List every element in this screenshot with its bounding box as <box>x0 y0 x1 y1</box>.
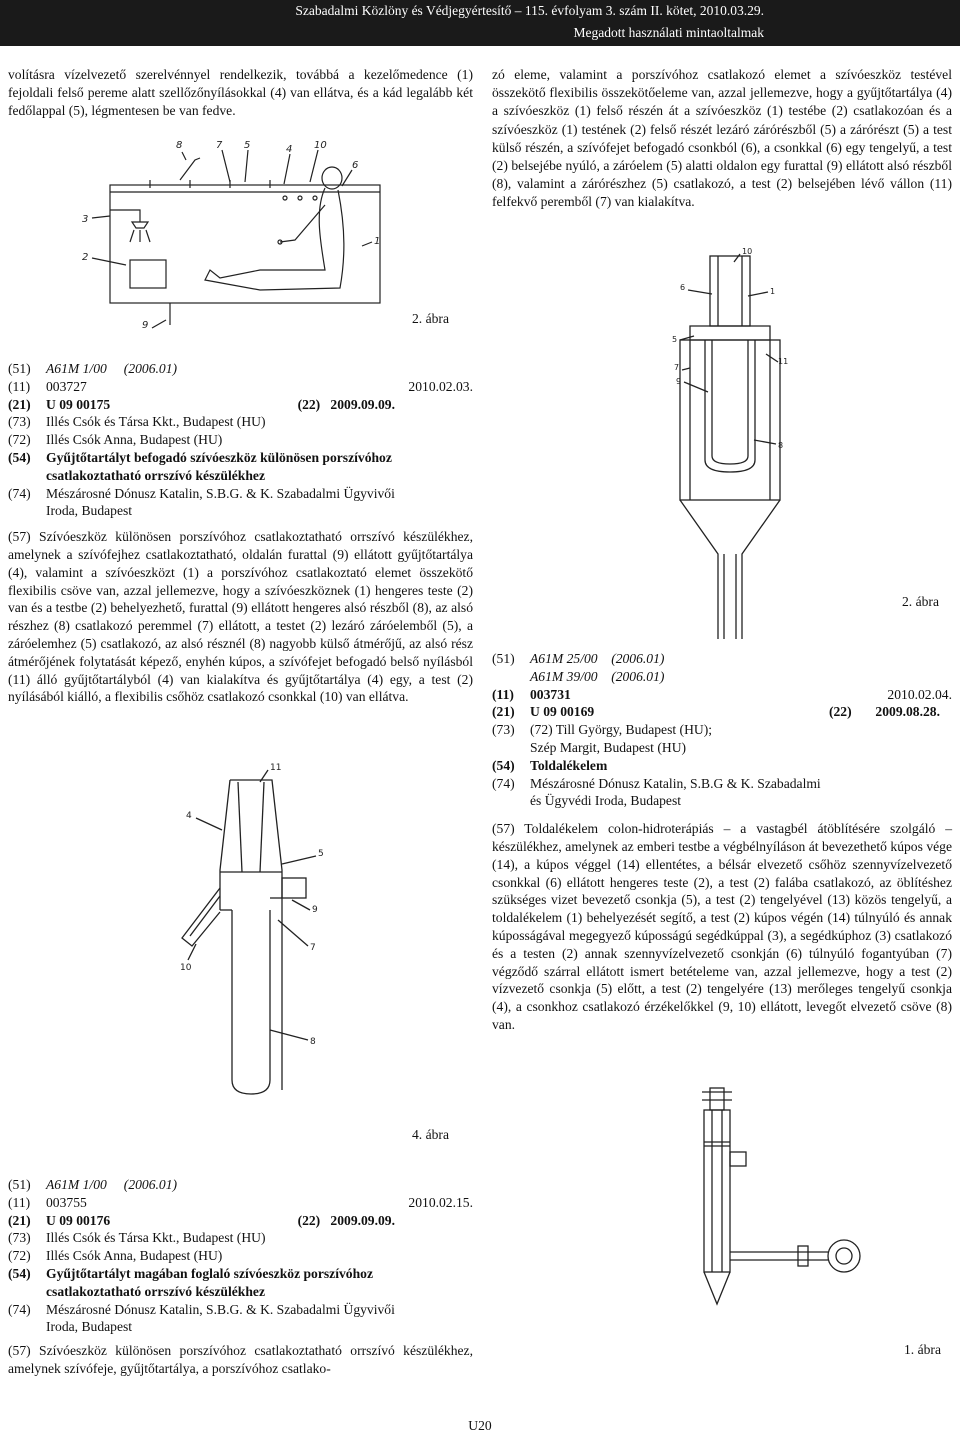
label-1: 1 <box>374 236 381 247</box>
label-7: 7 <box>216 140 223 151</box>
code-72: (72) <box>8 1248 31 1264</box>
figure-2-right <box>660 244 810 644</box>
registration-date: 2010.02.04. <box>887 686 952 702</box>
label-9: 9 <box>142 320 149 330</box>
code-51: (51) <box>8 1177 31 1192</box>
agent-line1: Mészárosné Dónusz Katalin, S.B.G. & K. Szabadalmi Ügyvivői <box>46 485 395 501</box>
title-line2: csatlakoztatható orrszívó készülékhez <box>46 1283 265 1299</box>
left-intro-text: volításra vízelvezető szerelvénnyel rendelkezik, továbbá a kezelőmedence (1) fejoldali felső pereme alatt szellőzőnyílásokkal (4) van ellátva, és a kád legalább két fedőlappal (5), légmentesen be van fedve. <box>8 67 473 119</box>
figure-caption-2-right: 2. ábra <box>902 594 939 609</box>
label-8: 8 <box>176 140 183 151</box>
code-74: (74) <box>8 485 31 501</box>
agent-line1: Mészárosné Dónusz Katalin, S.B.G. & K. Szabadalmi Ügyvivői <box>46 1301 395 1317</box>
code-54: (54) <box>8 449 31 465</box>
bathtub-figure <box>70 130 390 330</box>
insert-element-drawing <box>660 244 810 644</box>
title-line1: Gyűjtőtartályt befogadó szívóeszköz különösen porszívóhoz <box>46 449 392 465</box>
abstract-003731: (57) Toldalékelem colon-hidroterápiás – a vastagbél átöblítésére szolgáló – készülékhez, amelynek az emberi testbe a végbélnyíláson át bevezethető kúpos vége (14), a kúpos véggel (14) ellentétes, a bélsár elvezető csőhöz szennyvízelvezető csonkkal (6) ellátott hengeres teste (2), a test (2) falába csatlakozó, az öblítéshez szükséges vizet bevezető csonkja (5), a test (2) tengelyével (13) közös tengelyű, a toldalékelem (1) behelyezését segítő, a test (2) kúpos végén (14) túlnyúló és annak kúposságával megegyező kúposságú segédkúppal (3), a segédkúphoz (3) csatlakozó és a testen (2) annak szennyvízelvezető csonkján (6) túlnyúló fogantyúban (7) végződő szárral ellátott ismert betételeme van, azzal jellemezve, hogy a test (2) vízvezető csonkja (5) előtt, a test (2) tengelyére (13) merőleges tengelyű csonkja (4), a csonkhoz csatlakozó érzékelőkkel (9, 10) ellátott, levegőt elvezető csöve (8) van. <box>492 821 952 1032</box>
code-21: (21) <box>8 1212 31 1228</box>
fig2-label-1: 1 <box>770 287 776 296</box>
right-intro <box>492 66 952 212</box>
fig4-label-11: 11 <box>270 763 282 773</box>
ipc-class-1: A61M 25/00 <box>530 651 598 666</box>
code-54: (54) <box>492 757 515 773</box>
code-21: (21) <box>492 704 515 720</box>
code-22: (22) <box>828 704 852 720</box>
ipc-version-1: (2006.01) <box>611 651 665 666</box>
journal-title: Szabadalmi Közlöny és Védjegyértesítő – 115. évfolyam 3. szám II. kötet, 2010.03.29. <box>295 3 764 18</box>
code-73: (73) <box>492 722 515 738</box>
ipc-version: (2006.01) <box>123 1177 178 1192</box>
bathtub-drawing <box>70 130 390 330</box>
figure-1 <box>668 1082 878 1332</box>
label-10: 10 <box>314 140 327 151</box>
registration-number: 003755 <box>46 1194 87 1210</box>
fig2-label-5: 5 <box>672 335 678 344</box>
page-number: U20 <box>468 1418 492 1433</box>
suction-device-drawing <box>160 760 340 1100</box>
agent-line2: Iroda, Budapest <box>46 503 133 519</box>
code-54: (54) <box>8 1265 31 1281</box>
inventor: Illés Csók Anna, Budapest (HU) <box>46 432 223 448</box>
figure-caption-1: 1. ábra <box>904 1342 941 1357</box>
ipc-class: A61M 1/00 <box>46 1177 107 1192</box>
owner: Illés Csók és Társa Kkt., Budapest (HU) <box>46 414 266 430</box>
toldalekelem-drawing <box>668 1082 878 1332</box>
fig4-label-5: 5 <box>318 849 324 859</box>
agent-line1: Mészárosné Dónusz Katalin, S.B.G & K. Szabadalmi <box>530 775 821 791</box>
section-title: Megadott használati mintaoltalmak <box>573 25 764 40</box>
fig2-label-11: 11 <box>778 357 789 366</box>
agent-line2: Iroda, Budapest <box>46 1319 133 1335</box>
patent-entry-003731 <box>492 650 952 1034</box>
code-51: (51) <box>8 361 31 376</box>
application-number: U 09 00175 <box>46 396 111 412</box>
code-73: (73) <box>8 414 31 430</box>
owner-line2: Szép Margit, Budapest (HU) <box>530 739 687 755</box>
fig4-label-7: 7 <box>310 943 316 953</box>
code-11: (11) <box>492 686 514 702</box>
code-51: (51) <box>492 651 515 666</box>
abstract-003755: (57) Szívóeszköz különösen porszívóhoz csatlakoztatható orrszívó készülékhez, amelynek szívófeje, gyűjtőtartálya, a porszívóhoz csatlako- <box>8 1343 473 1376</box>
left-intro <box>8 66 473 121</box>
filing-date: 2009.09.09. <box>330 1212 395 1228</box>
fig4-label-4: 4 <box>186 811 192 821</box>
fig4-label-8: 8 <box>310 1037 316 1047</box>
code-21: (21) <box>8 396 31 412</box>
page-header <box>0 0 960 46</box>
code-22: (22) <box>297 1212 321 1228</box>
filing-date: 2009.09.09. <box>330 396 395 412</box>
code-11: (11) <box>8 1194 31 1210</box>
registration-date: 2010.02.03. <box>408 378 473 394</box>
patent-entry-003727 <box>8 360 473 706</box>
inventor: Illés Csók Anna, Budapest (HU) <box>46 1248 223 1264</box>
code-11: (11) <box>8 378 31 394</box>
code-72: (72) <box>8 432 31 448</box>
patent-entry-003755 <box>8 1176 473 1378</box>
fig2-label-8: 8 <box>778 441 784 450</box>
label-3: 3 <box>82 214 89 225</box>
owner-line1: (72) Till György, Budapest (HU); <box>530 722 713 738</box>
figure-4 <box>160 760 340 1100</box>
code-73: (73) <box>8 1230 31 1246</box>
title-line1: Gyűjtőtartályt magában foglaló szívóeszköz porszívóhoz <box>46 1265 373 1281</box>
label-6: 6 <box>352 160 359 171</box>
fig2-label-10: 10 <box>742 247 753 256</box>
code-22: (22) <box>297 396 321 412</box>
fig4-label-9: 9 <box>312 905 318 915</box>
fig2-label-7: 7 <box>674 363 680 372</box>
application-number: U 09 00176 <box>46 1212 111 1228</box>
owner: Illés Csók és Társa Kkt., Budapest (HU) <box>46 1230 266 1246</box>
title: Toldalékelem <box>530 757 608 773</box>
figure-caption-4: 4. ábra <box>412 1127 449 1142</box>
figure-caption-bathtub: 2. ábra <box>412 311 449 326</box>
registration-number: 003731 <box>530 686 571 702</box>
agent-line2: és Ügyvédi Iroda, Budapest <box>530 793 682 809</box>
label-2: 2 <box>82 252 89 263</box>
filing-date: 2009.08.28. <box>875 704 940 720</box>
fig2-label-6: 6 <box>680 283 686 292</box>
registration-number: 003727 <box>46 378 87 394</box>
registration-date: 2010.02.15. <box>408 1194 473 1210</box>
ipc-version-2: (2006.01) <box>611 668 665 684</box>
right-intro-text: zó eleme, valamint a porszívóhoz csatlakozó elemet a szívóeszköz testével összekötő flexibilis összekötőeleme van, azzal jellemezve, hogy a gyűjtőtartálya (4) a szívóeszköz (1) felső részén át a szívóeszköz (1) testébe (2) csatlakozóan és a szívóeszköz (1) testének (2) felső részét lezáró zárórészből (5) a zárórészt (5) a test külső részén, a szívófejet befogadó csonkból (6), a csonkkal (6) egy tengelyű, a test (2) belsejébe nyúló, a záróelem (5) alatti oldalon egy furattal (9) ellátott alsó részből (8), valamint a zárórészhez (5) csatlakozó, a test (2) belsejében lévő vállon (11) felfekvő peremből (7) van kialakítva. <box>492 67 952 210</box>
code-74: (74) <box>8 1301 31 1317</box>
application-number: U 09 00169 <box>530 704 595 720</box>
fig4-label-10: 10 <box>180 963 192 973</box>
abstract-003727: (57) Szívóeszköz különösen porszívóhoz csatlakoztatható orrszívó készülékhez, amelynek a szívófejhez csatlakoztatható, oldalán furattal (9) ellátott gyűjtőtartálya (4), valamint a szívóeszközt (1) a porszívóhoz csatlakoztató elemet összekötő flexibilis csöve van, azzal jellemezve, hogy a szívóeszköznek (1) hengeres teste (2) van és a testbe (2) behelyezhető, furattal (9) ellátott hengeres alsó részből (8), az alsó részhez (8) csatlakozó peremmel (7) ellátott, a testet (2) lezáró záróelemből (5), a záróelemhez (5) csatlakozó, az alsó résznél (8) nagyobb külső átmérőjű, az alsó rész átmérőjének folytatását képező, enyhén kúpos, a szívófejet befogadó belső nyílásból (11) álló gyűjtőtartályból (4) van kialakítva és gyűjtőtartálya (4) egy, a test (2) nyílásából kiálló, a flexibilis csőhöz csatlakozó csonkkal (10) van ellátva. <box>8 529 473 705</box>
ipc-class-2: A61M 39/00 <box>530 668 598 684</box>
label-4: 4 <box>286 144 293 155</box>
ipc-version: (2006.01) <box>123 361 178 376</box>
label-5: 5 <box>244 140 251 151</box>
ipc-class: A61M 1/00 <box>46 361 107 376</box>
title-line2: csatlakoztatható orrszívó készülékhez <box>46 467 265 483</box>
fig2-label-9: 9 <box>676 377 682 386</box>
code-74: (74) <box>492 775 515 791</box>
